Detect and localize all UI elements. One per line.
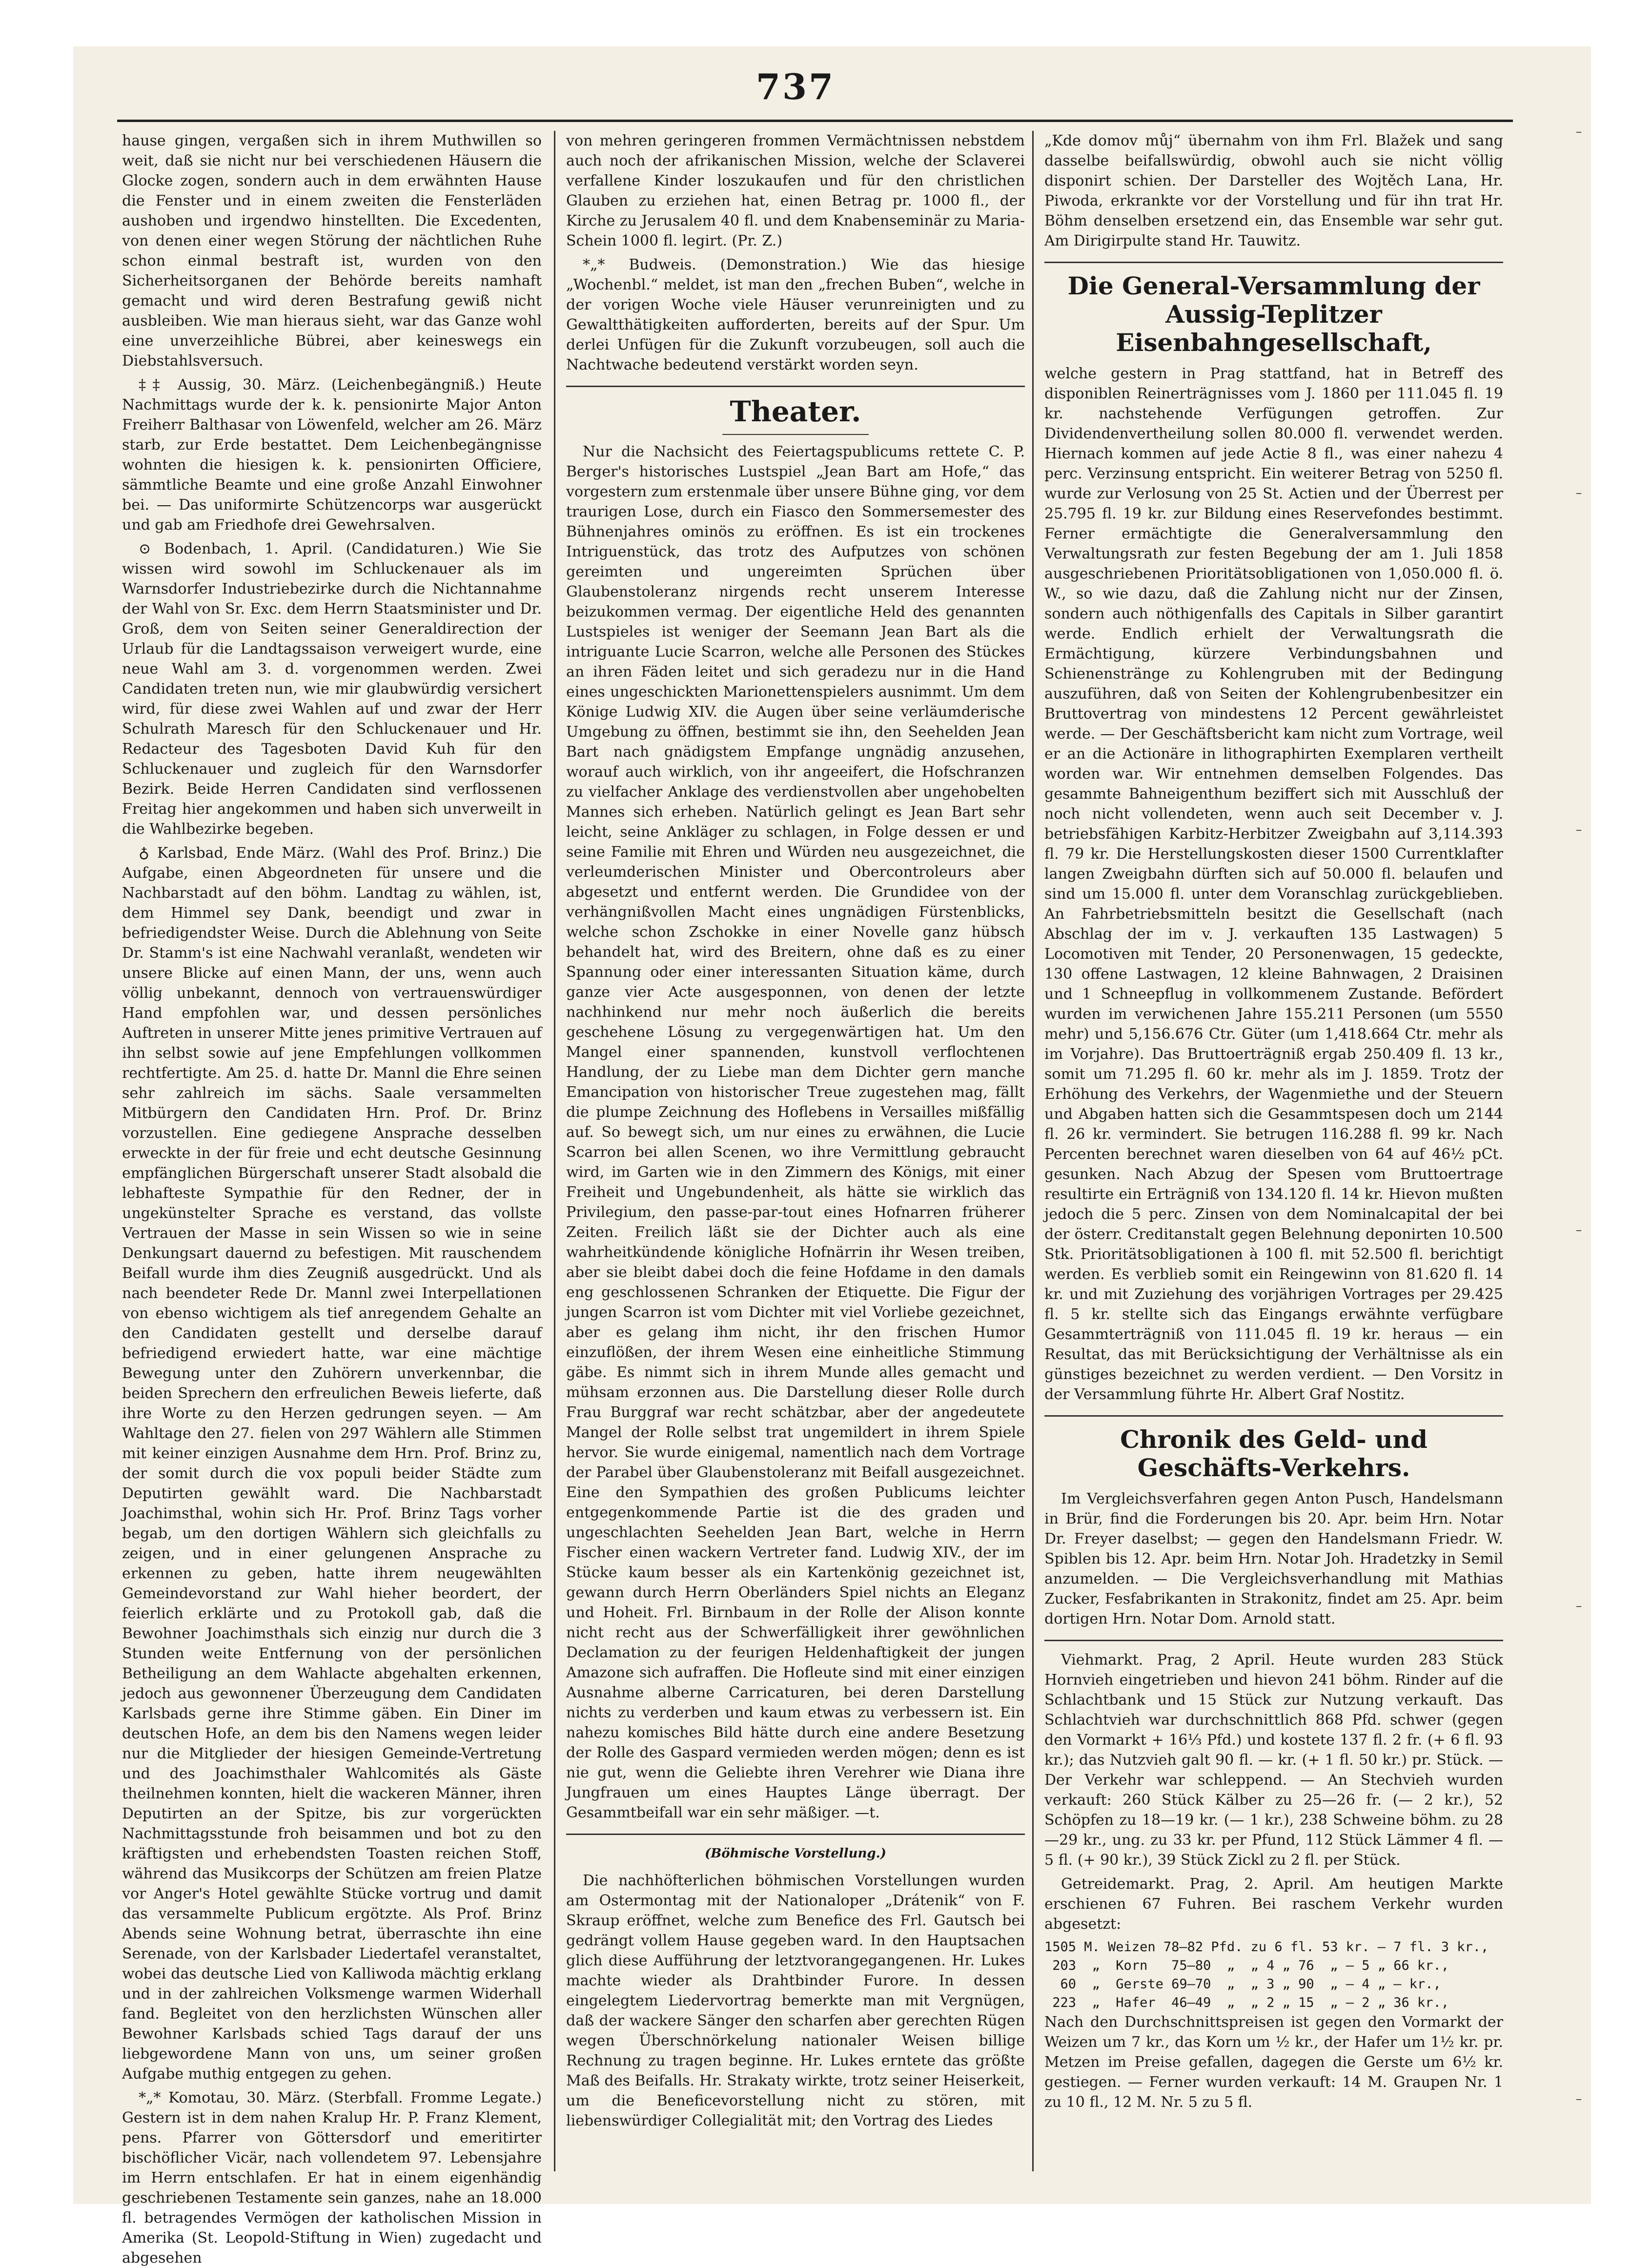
bohemian-heading: (Böhmische Vorstellung.) bbox=[705, 1846, 886, 1861]
article-paragraph: „Kde domov můj“ übernahm von ihm Frl. Blažek und sang dasselbe beifallswürdig, obwohl auch sie nicht völlig disponirt schien. Der Darsteller des Wojtěch Lana, Hr. Piwoda, erkrankte vor der Vorstellung und für ihn trat Hr. Böhm denselben ersetzend ein, das Ensemble war sehr gut. Am Dirigirpulte stand Hr. Tauwitz. bbox=[1044, 132, 1503, 249]
railway-report: welche gestern in Prag stattfand, hat in Betreff des disponiblen Reinerträgnisses vom J. 1860 per 111.045 fl. 19 kr. nachstehende Verfügungen getroffen. Zur Dividendenvertheilung sollen 80.000 fl. verwendet werden. Hiernach kommen auf jede Actie 8 fl., was einer nahezu 4 perc. Verzinsung entspricht. Ein weiterer Betrag von 5250 fl. wurde zur Verlosung von 25 St. Actien und der Überrest per 25.795 fl. 19 kr. zur Bildung eines Reservefondes bestimmt. Ferner ermächtigte die Generalversammlung den Verwaltungsrath zur festen Begebung der am 1. Juli 1858 ausgeschriebenen Prioritätsobligationen von 1,050.000 fl. ö. W., so wie dazu, daß die Zahlung nicht nur der Zinsen, sondern auch nöthigenfalls des Capitals in Silber garantirt werde. Endlich erhielt der Verwaltungsrath die Ermächtigung, kürzere Verbindungsbahnen und Schienenstränge zu Kohlengruben mit der Bedingung auszuführen, daß von Seiten der Kohlengrubenbesitzer ein Bruttovertrag von mindestens 12 Percent gewährleistet werde. — Der Geschäftsbericht kam nicht zum Vortrage, weil er an die Actionäre in lithographirten Exemplaren vertheilt worden war. Wir entnehmen demselben Folgendes. Das gesammte Bahneigenthum beziffert sich mit Ausschluß der noch nicht vollendeten, wenn auch seit December v. J. betriebsfähigen Karbitz-Herbitzer Zweigbahn auf 3,114.393 fl. 79 kr. Die Herstellungskosten dieser 1500 Currentklafter langen Zweigbahn dürften sich auf 50.000 fl. belaufen und sind um 15.000 fl. unter dem Voranschlag zurückgeblieben. An Fahrbetriebsmitteln besitzt die Gesellschaft (nach Abschlag der im v. J. verkauften 135 Lastwagen) 5 Locomotiven mit Tender, 20 Personenwagen, 15 gedeckte, 130 offene Lastwagen, 12 kleine Bahnwagen, 2 Draisinen und 1 Schneepflug in vollkommenem Zustande. Befördert wurden im verwichenen Jahre 155.211 Personen (um 5550 mehr) und 5,156.676 Ctr. Güter (um 1,418.664 Ctr. mehr als im Vorjahre). Das Bruttoerträgniß ergab 250.409 fl. 13 kr., somit um 71.295 fl. 60 kr. mehr als im J. 1859. Trotz der Erhöhung des Verkehrs, der Wagenmiethe und der Steuern und Abgaben hatten sich die Gesammtspesen doch um 2144 fl. 26 kr. vermindert. Sie betrugen 116.288 fl. 99 kr. Nach Percenten berechnet waren dieselben von 64 auf 46½ pCt. gesunken. Nach Abzug der Spesen vom Bruttoertrage resultirte ein Erträgniß von 134.120 fl. 14 kr. Hievon mußten jedoch die 5 perc. Zinsen von dem Nominalcapital der bei der österr. Creditanstalt gegen Belehnung deponirten 10.500 Stk. Prioritätsobligationen à 100 fl. mit 52.500 fl. berichtigt werden. Es verblieb somit ein Reingewinn von 81.620 fl. 14 kr. und mit Zuziehung des vorjährigen Vortrages per 29.425 fl. 5 kr. stellte sich das Eingangs erwähnte verfügbare Gesammterträgniß von 111.045 fl. 19 kr. heraus — ein Resultat, das mit Berücksichtigung der Verhältnisse als ein günstiges bezeichnet zu werden verdient. — Den Vorsitz in der Versammlung führte Hr. Albert Graf Nostitz. bbox=[1044, 365, 1503, 1403]
getreidemarkt-intro: Getreidemarkt. Prag, 2. April. Am heutigen Markte erschienen 67 Fuhren. Bei raschem Verkehr wurden abgesetzt: bbox=[1044, 1876, 1503, 1933]
article-bodenbach: ⊙ Bodenbach, 1. April. (Candidaturen.) Wie Sie wissen wird sowohl im Schluckenauer als im Warnsdorfer Industriebezirke durch die Nichtannahme der Wahl von Sr. Exc. dem Herrn Staatsminister und Dr. Groß, dem von Seiten seiner Generaldirection der Urlaub für die Landtagssaison verweigert wurde, eine neue Wahl am 3. d. vorgenommen werden. Zwei Candidaten treten nun, wie mir glaubwürdig versichert wird, für diese zwei Wahlen auf und zwar der Herr Schulrath Maresch für den Schluckenauer und Hr. Redacteur des Tagesboten David Kuh für den Schluckenauer und zugleich für den Warnsdorfer Bezirk. Beide Herren Candidaten sind verflossenen Freitag hier angekommen und haben sich unverweilt in die Wahlbezirke begeben. bbox=[122, 540, 542, 838]
grain-row: 60 „ Gerste 69—70 „ „ 3 „ 90 „ — 4 „ — kr., bbox=[1044, 1977, 1441, 1992]
section-rule bbox=[1044, 1640, 1503, 1641]
column-2 bbox=[566, 131, 1025, 2171]
grain-row: 223 „ Hafer 46—49 „ „ 2 „ 15 „ — 2 „ 36 kr., bbox=[1044, 1995, 1449, 2010]
chronik-paragraph: Im Vergleichsverfahren gegen Anton Pusch, Handelsmann in Brür, find die Forderungen bis 20. Apr. beim Hrn. Notar Dr. Freyer daselbst; — gegen den Handelsmann Friedr. W. Spiblen bis 12. Apr. beim Hrn. Notar Joh. Hradetzky in Semil anzumelden. — Die Vergleichsverhandlung mit Mathias Zucker, Fesfabrikanten in Strakonitz, findet am 25. Apr. beim dortigen Hrn. Notar Dom. Arnold statt. bbox=[1044, 1490, 1503, 1628]
theater-review: Nur die Nachsicht des Feiertagspublicums rettete C. P. Berger's historisches Lustspiel „Jean Bart am Hofe,“ das vorgestern zum erstenmale über unsere Bühne ging, vor dem traurigen Lose, durch ein Fiasco den Sommersemester des Bühnenjahres ominös zu eröffnen. Es ist ein trockenes Intriguenstück, das trotz des Aufputzes von schönen gereimten und ungereimten Sprüchen über Glaubenstoleranz nirgends recht unserem Interesse beizukommen vermag. Der eigentliche Held des genannten Lustspieles ist weniger der Seemann Jean Bart als die intriguante Lucie Scarron, welche alle Personen des Stückes an ihren Fäden leitet und sich geradezu nur in die Hand eines ungeschickten Marionettenspielers ausnimmt. Um dem Könige Ludwig XIV. die Augen über seine verläumderische Umgebung zu öffnen, bestimmt sie ihn, den Seehelden Jean Bart nach gnädigstem Empfange ungnädig anzusehen, worauf auch wirklich, von ihr angeeifert, die Hofschranzen zu vielfacher Anklage des verdienstvollen aber ungehobelten Mannes sich erheben. Natürlich gelingt es Jean Bart sehr leicht, seine Ankläger zu schlagen, in Folge dessen er und seine Familie mit Ehren und Würden neu ausgezeichnet, die verleumderischen Minister und Obercontroleurs aber abgesetzt und entfernt werden. Die Grundidee von der verhängnißvollen Macht eines ungnädigen Fürstenblicks, welche schon Zschokke in einer Novelle ganz hübsch behandelt hat, wird des Breitern, ohne daß es zu einer Spannung oder einer interessanten Situation käme, durch ganze vier Acte ausgesponnen, von denen der letzte nachhinkend nur mehr noch äußerlich die bereits geschehene Lösung zu vergegenwärtigen hat. Um den Mangel einer spannenden, kunstvoll verflochtenen Handlung, der zu Liebe man dem Dichter gern manche Emancipation von historischer Treue zugestehen mag, fällt die plumpe Zeichnung des Hoflebens in Versailles mißfällig auf. So bewegt sich, um nur eines zu erwähnen, die Lucie Scarron bei allen Scenen, wo ihre Vermittlung gebraucht wird, im Garten wie in den Zimmern des Königs, mit einer Freiheit und Ungebundenheit, als hätte sie wirklich das Privilegium, den passe-par-tout eines Hofnarren früherer Zeiten. Freilich läßt sie der Dichter auch als eine wahrheitkündende königliche Hofnärrin ihr Wesen treiben, aber sie bleibt dabei doch die feine Hofdame in den damals eng geschlossenen Schranken der Etiquette. Die Figur der jungen Scarron ist vom Dichter mit viel Vorliebe gezeichnet, aber es gelang ihm nicht, ihr den frischen Humor einzuflößen, der ihrem Wesen eine einheitliche Stimmung gäbe. Es nimmt sich in ihrem Munde alles gemacht und mühsam erzonnen aus. Die Darstellung dieser Rolle durch Frau Burggraf war recht schätzbar, aber der angedeutete Mangel der Rolle selbst trat ungemildert in ihrem Spiele hervor. Sie wurde einigemal, namentlich nach dem Vortrage der Parabel über Glaubenstoleranz mit Beifall ausgezeichnet. Eine den Sympathien des großen Publicums leichter entgegenkommende Partie ist die des graden und ungeschlachten Seehelden Jean Bart, welche in Herrn Fischer einen wackern Vertreter fand. Ludwig XIV., der im Stücke kaum besser als ein Kartenkönig gezeichnet ist, gewann durch Herrn Oberländers Spiel nichts an Eleganz und Hoheit. Frl. Birnbaum in der Rolle der Alison konnte nicht recht aus der Schwerfälligkeit ihrer gewöhnlichen Declamation zu der feurigen Heldenhaftigkeit der jungen Amazone sich aufraffen. Die Hofleute sind mit einer einzigen Ausnahme alberne Carricaturen, bei deren Darstellung nichts zu verderben und kaum etwas zu verbessern ist. Ein nahezu komisches Bild hätte durch eine andere Besetzung der Rolle des Gaspard vermieden werden mögen; denn es ist nie gut, wenn die Geliebte ihren Verehrer wie Diana ihre Jungfrauen um eines Hauptes Länge überragt. Der Gesammtbeifall war ein sehr mäßiger. —t. bbox=[566, 443, 1025, 1821]
article-aussig: ‡‡ Aussig, 30. März. (Leichenbegängniß.) Heute Nachmittags wurde der k. k. pensionirte Major Anton Freiherr Balthasar von Löwenfeld, welcher am 26. März starb, zur Erde bestattet. Dem Leichenbegängnisse wohnten die hiesigen k. k. pensionirten Officiere, sämmtliche Beamte und eine große Anzahl Einwohner bei. — Das uniformirte Schützencorps war ausgerückt und gab am Friedhofe drei Gewehrsalven. bbox=[122, 376, 542, 534]
page-edge-mark bbox=[1576, 1230, 1581, 1231]
article-komotau: *„* Komotau, 30. März. (Sterbfall. Fromme Legate.) Gestern ist in dem nahen Kralup Hr. P. Franz Klement, pens. Pfarrer von Göttersdorf und emeritirter bischöflicher Vicär, nach vollendetem 97. Lebensjahre im Herrn entschlafen. Er hat in einem eigenhändig geschriebenen Testamente sein ganzes, nahe an 18.000 fl. betragendes Vermögen der katholischen Mission in Amerika (St. Leopold-Stiftung in Wien) zugedacht und abgesehen bbox=[122, 2089, 542, 2267]
section-rule bbox=[1044, 262, 1503, 263]
header-rule bbox=[117, 120, 1513, 122]
column-1 bbox=[122, 131, 542, 2267]
bohemian-review: Die nachhöfterlichen böhmischen Vorstellungen wurden am Ostermontag mit der Nationaloper „Drátenik“ von F. Skraup eröffnet, welche zum Benefice des Frl. Gautsch bei gedrängt vollem Hause gegeben ward. In den Hauptsachen glich diese Aufführung der letztvorangegangenen. Hr. Lukes machte wieder als Drahtbinder Furore. In dessen eingelegtem Liedervortrag bemerkte man mit Vergnügen, daß der wackere Sänger den scharfen aber gerechten Rügen wegen Überschnörkelung nationaler Weisen billige Rechnung zu tragen beginne. Hr. Lukes erntete das größte Maß des Beifalls. Hr. Strakaty wirkte, trotz seiner Heiserkeit, um die Beneficevorstellung nicht zu stören, mit liebenswürdiger Collegialität mit; den Vortrag des Liedes bbox=[566, 1872, 1025, 2129]
page-edge-mark bbox=[1576, 2099, 1581, 2100]
page-edge-mark bbox=[1576, 830, 1581, 831]
page-edge-mark bbox=[1576, 1606, 1581, 1607]
section-rule bbox=[1044, 1415, 1503, 1417]
page-edge-mark bbox=[1576, 493, 1581, 494]
heading-rule bbox=[722, 434, 869, 435]
page-edge-mark bbox=[1576, 132, 1581, 133]
column-3 bbox=[1044, 131, 1503, 2171]
article-karlsbad: ♁ Karlsbad, Ende März. (Wahl des Prof. Brinz.) Die Aufgabe, einen Abgeordneten für unsere und die Nachbarstadt auf den böhm. Landtag zu wählen, ist, dem Himmel sey Dank, beendigt und zwar in befriedigendster Weise. Durch die Ablehnung von Seite Dr. Stamm's ist eine Nachwahl veranlaßt, wendeten wir unsere Blicke auf einen Mann, der uns, wenn auch völlig unbekannt, dennoch von vertrauenswürdiger Hand empfohlen war, und dessen persönliches Auftreten in unserer Mitte jenes primitive Vertrauen auf ihn selbst sowie auf jene Empfehlungen vollkommen rechtfertigte. Am 25. d. hatte Dr. Mannl die Ehre seinen sehr zahlreich im sächs. Saale versammelten Mitbürgern den Candidaten Hrn. Prof. Dr. Brinz vorzustellen. Eine gediegene Ansprache desselben erweckte in der für freie und echt deutsche Gesinnung empfänglichen Bürgerschaft unserer Stadt alsobald die lebhafteste Sympathie für den Redner, der in ungekünstelter Sprache es verstand, das vollste Vertrauen der Masse in sein Wissen so wie in seine Denkungsart dauernd zu befestigen. Mit rauschendem Beifall wurde ihm dies Zeugniß ausgedrückt. Und als nach beendeter Rede Dr. Mannl zwei Interpellationen von ebenso wichtigem als tief anregendem Gehalte an den Candidaten gestellt und derselbe darauf befriedigend erwiedert hatte, war eine mächtige Bewegung unter den Zuhörern unverkennbar, die beiden Sprechern den erfreulichen Beweis lieferte, daß ihre Worte zu den Herzen gedrungen seyen. — Am Wahltage den 27. fielen von 297 Wählern alle Stimmen mit keiner einzigen Ausnahme dem Hrn. Prof. Brinz zu, der somit durch die vox populi beider Städte zum Deputirten gewählt ward. Die Nachbarstadt Joachimsthal, wohin sich Hr. Prof. Brinz Tags vorher begab, um den dortigen Wählern sich gleichfalls zu zeigen, und in einer gelungenen Ansprache zu erkennen zu geben, hatte ihrem neugewählten Gemeindevorstand zur Wahl hieher beordert, der feierlich erklärte und zu Protokoll gab, daß die Bewohner Joachimsthals sich einzig nur durch die 3 Stunden weite Entfernung von der persönlichen Betheiligung an dem Wahlacte abgehalten erkennen, jedoch aus gewonnener Überzeugung dem Candidaten Karlsbads gerne ihre Stimme gäben. Ein Diner im deutschen Hofe, an dem bis den Namens wegen leider nur die Mitglieder der hiesigen Gemeinde-Vertretung und des Joachimsthaler Wahlcomités als Gäste theilnehmen konnten, hielt die wackeren Männer, ihren Deputirten an der Spitze, bis zur vorgerückten Nachmittagsstunde froh beisammen und bot zu den kräftigsten und erhebendsten Toasten reichen Stoff, während das Musikcorps der Schützen am freien Platze vor Anger's Hotel gewählte Stücke vortrug und damit das versammelte Publicum ergötzte. Als Prof. Brinz Abends seine Wohnung betrat, überraschte ihn eine Serenade, von der Karlsbader Liedertafel veranstaltet, wobei das deutsche Lied von Kalliwoda mächtig erklang und in der zahlreichen Volksmenge warmen Widerhall fand. Begleitet von den herzlichsten Wünschen aller Bewohner Karlsbads schied Tags darauf der uns liebgewordene Mann von uns, um seiner großen Aufgabe muthig entgegen zu gehen. bbox=[122, 845, 542, 2082]
column-divider bbox=[554, 131, 555, 2171]
getreidemarkt-outro: Nach den Durchschnittspreisen ist gegen den Vormarkt der Weizen um 7 kr., das Korn um ½ kr., der Hafer um 1½ kr. pr. Metzen im Preise gefallen, dagegen die Gerste um 6½ kr. gestiegen. — Ferner wurden verkauft: 14 M. Graupen Nr. 1 zu 10 fl., 12 M. Nr. 5 zu 5 fl. bbox=[1044, 2014, 1503, 2111]
page-number: 737 bbox=[755, 66, 836, 107]
grain-row: 203 „ Korn 75—80 „ „ 4 „ 76 „ — 5 „ 66 kr., bbox=[1044, 1958, 1449, 1973]
chronik-heading: Chronik des Geld- und Geschäfts-Verkehrs. bbox=[1120, 1425, 1428, 1482]
theater-heading: Theater. bbox=[730, 395, 861, 428]
section-rule bbox=[566, 1834, 1025, 1835]
article-paragraph: hause gingen, vergaßen sich in ihrem Muthwillen so weit, daß sie nicht nur bei verschiedenen Häusern die Glocke zogen, sondern auch in dem erwähnten Hause die Fenster und in einem zweiten die Fensterläden aushoben und irgendwo hinstellten. Die Excedenten, von denen einer wegen Störung der nächtlichen Ruhe schon einmal bestraft ist, wurden von den Sicherheitsorganen der Behörde bereits namhaft gemacht und wird deren Bestrafung gewiß nicht ausbleiben. Wie man hieraus sieht, war das Ganze wohl eine unverzeihliche Bübrei, aber keineswegs ein Diebstahlsversuch. bbox=[122, 132, 542, 370]
section-rule bbox=[566, 386, 1025, 387]
railway-heading: Die General-Versammlung der Aussig-Teplitzer Eisenbahngesellschaft, bbox=[1067, 271, 1480, 357]
grain-row: 1505 M. Weizen 78—82 Pfd. zu 6 fl. 53 kr. — 7 fl. 3 kr., bbox=[1044, 1939, 1489, 1955]
article-budweis: *„* Budweis. (Demonstration.) Wie das hiesige „Wochenbl.“ meldet, ist man den „frechen Buben“, welche in der vorigen Woche viele Häuser verunreinigten und zu Gewaltthätigkeiten aufforderten, bereits auf der Spur. Um derlei Unfügen für die Zukunft vorzubeugen, soll auch die Nachtwache bedeutend verstärkt worden seyn. bbox=[566, 256, 1025, 373]
column-divider bbox=[1032, 131, 1034, 2171]
viehmarkt-report: Viehmarkt. Prag, 2 April. Heute wurden 283 Stück Hornvieh eingetrieben und hievon 241 böhm. Rinder auf die Schlachtbank und 15 Stück zur Nutzung verkauft. Das Schlachtvieh war durchschnittlich 868 Pfd. schwer (gegen den Vormarkt + 16⅓ Pfd.) und kostete 137 fl. 2 fr. (+ 6 fl. 93 kr.); das Nutzvieh galt 90 fl. — kr. (+ 1 fl. 50 kr.) pr. Stück. — Der Verkehr war schleppend. — An Stechvieh wurden verkauft: 260 Stück Kälber zu 25—26 fr. (— 2 kr.), 52 Schöpfen zu 18—19 kr. (— 1 kr.), 238 Schweine böhm. zu 28—29 kr., ung. zu 33 kr. per Pfund, 112 Stück Lämmer 4 fl. — 5 fl. (+ 90 kr.), 39 Stück Zickl zu 2 fl. per Stück. bbox=[1044, 1651, 1503, 1869]
article-paragraph: von mehren geringeren frommen Vermächtnissen nebstdem auch noch der afrikanischen Mission, welche der Sclaverei verfallene Kinder loszukaufen und für den christlichen Glauben zu erziehen hat, einen Betrag pr. 1000 fl., der Kirche zu Jerusalem 40 fl. und dem Knabenseminär zu Maria-Schein 1000 fl. legirt. (Pr. Z.) bbox=[566, 132, 1025, 249]
